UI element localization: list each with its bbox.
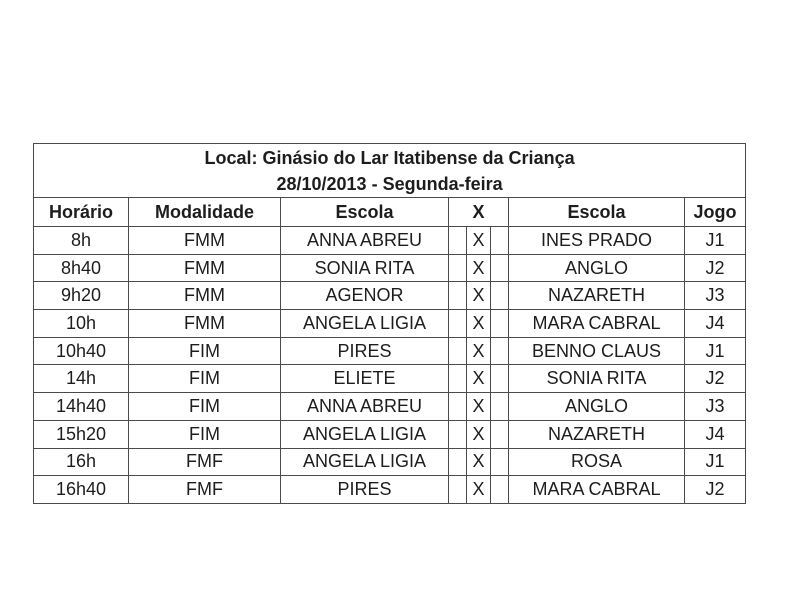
cell-escola-left: ANGELA LIGIA xyxy=(281,420,449,448)
cell-modalidade: FMM xyxy=(129,282,281,310)
cell-escola-right: ANGLO xyxy=(509,393,685,421)
cell-modalidade: FMM xyxy=(129,227,281,255)
schedule-table xyxy=(33,143,746,504)
cell-spacer-left xyxy=(449,254,467,282)
column-header-escola-left: Escola xyxy=(281,198,449,227)
cell-horario: 8h xyxy=(34,227,129,255)
column-header-row xyxy=(34,198,746,227)
cell-modalidade: FMM xyxy=(129,254,281,282)
cell-spacer-right xyxy=(491,393,509,421)
cell-escola-right: INES PRADO xyxy=(509,227,685,255)
cell-escola-right: BENNO CLAUS xyxy=(509,337,685,365)
title-cell xyxy=(34,144,746,198)
cell-x: X xyxy=(467,254,491,282)
table-row xyxy=(34,254,746,282)
cell-x: X xyxy=(467,282,491,310)
cell-escola-right: NAZARETH xyxy=(509,420,685,448)
cell-spacer-right xyxy=(491,282,509,310)
cell-modalidade: FIM xyxy=(129,337,281,365)
cell-escola-left: PIRES xyxy=(281,337,449,365)
table-row xyxy=(34,448,746,476)
column-header-horario: Horário xyxy=(34,198,129,227)
column-header-modalidade: Modalidade xyxy=(129,198,281,227)
cell-jogo: J3 xyxy=(685,393,746,421)
cell-jogo: J1 xyxy=(685,337,746,365)
cell-spacer-right xyxy=(491,476,509,504)
cell-x: X xyxy=(467,448,491,476)
column-header-escola-right: Escola xyxy=(509,198,685,227)
cell-jogo: J1 xyxy=(685,448,746,476)
cell-horario: 10h40 xyxy=(34,337,129,365)
cell-horario: 10h xyxy=(34,310,129,338)
cell-jogo: J3 xyxy=(685,282,746,310)
cell-spacer-left xyxy=(449,420,467,448)
cell-escola-left: AGENOR xyxy=(281,282,449,310)
cell-escola-right: ANGLO xyxy=(509,254,685,282)
cell-horario: 16h xyxy=(34,448,129,476)
cell-x: X xyxy=(467,393,491,421)
cell-x: X xyxy=(467,310,491,338)
cell-escola-left: PIRES xyxy=(281,476,449,504)
cell-x: X xyxy=(467,337,491,365)
cell-spacer-right xyxy=(491,420,509,448)
cell-x: X xyxy=(467,227,491,255)
cell-escola-right: SONIA RITA xyxy=(509,365,685,393)
schedule-rows xyxy=(34,227,746,504)
cell-escola-right: MARA CABRAL xyxy=(509,476,685,504)
table-row xyxy=(34,420,746,448)
cell-modalidade: FMF xyxy=(129,476,281,504)
cell-escola-right: ROSA xyxy=(509,448,685,476)
cell-horario: 14h xyxy=(34,365,129,393)
cell-x: X xyxy=(467,476,491,504)
cell-spacer-right xyxy=(491,310,509,338)
cell-spacer-left xyxy=(449,227,467,255)
cell-spacer-left xyxy=(449,310,467,338)
cell-horario: 14h40 xyxy=(34,393,129,421)
table-row xyxy=(34,365,746,393)
cell-modalidade: FIM xyxy=(129,393,281,421)
cell-horario: 15h20 xyxy=(34,420,129,448)
cell-escola-left: ANGELA LIGIA xyxy=(281,448,449,476)
cell-jogo: J4 xyxy=(685,310,746,338)
cell-escola-left: ANNA ABREU xyxy=(281,393,449,421)
cell-spacer-left xyxy=(449,476,467,504)
cell-spacer-right xyxy=(491,365,509,393)
table-row xyxy=(34,337,746,365)
table-row xyxy=(34,227,746,255)
cell-escola-right: NAZARETH xyxy=(509,282,685,310)
cell-spacer-left xyxy=(449,365,467,393)
cell-escola-left: SONIA RITA xyxy=(281,254,449,282)
cell-escola-left: ANNA ABREU xyxy=(281,227,449,255)
cell-horario: 8h40 xyxy=(34,254,129,282)
table-row xyxy=(34,476,746,504)
cell-jogo: J2 xyxy=(685,365,746,393)
table-row xyxy=(34,310,746,338)
cell-escola-left: ELIETE xyxy=(281,365,449,393)
cell-horario: 9h20 xyxy=(34,282,129,310)
cell-escola-left: ANGELA LIGIA xyxy=(281,310,449,338)
cell-modalidade: FIM xyxy=(129,365,281,393)
cell-modalidade: FMM xyxy=(129,310,281,338)
cell-jogo: J2 xyxy=(685,254,746,282)
cell-spacer-left xyxy=(449,393,467,421)
cell-spacer-right xyxy=(491,448,509,476)
cell-spacer-right xyxy=(491,254,509,282)
cell-modalidade: FIM xyxy=(129,420,281,448)
table-row xyxy=(34,282,746,310)
cell-jogo: J1 xyxy=(685,227,746,255)
cell-x: X xyxy=(467,420,491,448)
cell-jogo: J4 xyxy=(685,420,746,448)
title-row xyxy=(34,144,746,198)
date-title: 28/10/2013 - Segunda-feira xyxy=(276,173,503,194)
cell-jogo: J2 xyxy=(685,476,746,504)
column-header-x: X xyxy=(449,198,509,227)
cell-spacer-right xyxy=(491,337,509,365)
cell-modalidade: FMF xyxy=(129,448,281,476)
table-row xyxy=(34,393,746,421)
cell-x: X xyxy=(467,365,491,393)
cell-spacer-left xyxy=(449,337,467,365)
cell-horario: 16h40 xyxy=(34,476,129,504)
cell-spacer-left xyxy=(449,448,467,476)
cell-spacer-left xyxy=(449,282,467,310)
cell-escola-right: MARA CABRAL xyxy=(509,310,685,338)
location-title: Local: Ginásio do Lar Itatibense da Criança xyxy=(204,147,575,168)
column-header-jogo: Jogo xyxy=(685,198,746,227)
cell-spacer-right xyxy=(491,227,509,255)
